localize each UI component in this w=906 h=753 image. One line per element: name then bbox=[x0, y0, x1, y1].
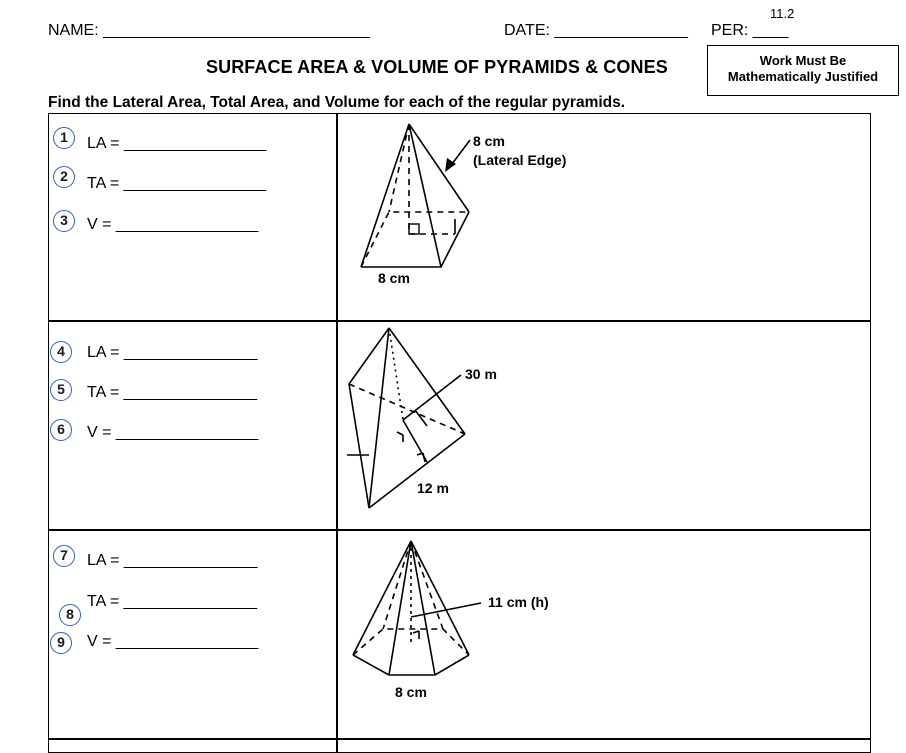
ta-answer-2[interactable]: TA = _______________ bbox=[87, 384, 258, 401]
lateral-edge-note: (Lateral Edge) bbox=[473, 152, 567, 168]
v-answer-2[interactable]: V = ________________ bbox=[87, 424, 259, 441]
problem-number-9: 9 bbox=[50, 632, 72, 654]
problem-number-7: 7 bbox=[53, 545, 75, 567]
ta-answer-1[interactable]: TA = ________________ bbox=[87, 175, 266, 192]
triangular-pyramid-figure bbox=[337, 322, 870, 528]
problem-number-6: 6 bbox=[50, 419, 72, 441]
v-answer-1[interactable]: V = ________________ bbox=[87, 216, 259, 233]
problem-number-2: 2 bbox=[53, 166, 75, 188]
date-field[interactable]: DATE: _______________ bbox=[504, 22, 688, 39]
period-field[interactable]: PER: ____ bbox=[711, 22, 789, 39]
v-answer-3[interactable]: V = ________________ bbox=[87, 633, 259, 650]
la-answer-3[interactable]: LA = _______________ bbox=[87, 552, 258, 569]
name-field[interactable]: NAME: ______________________________ bbox=[48, 22, 371, 39]
ta-answer-3[interactable]: TA = _______________ bbox=[87, 593, 258, 610]
la-answer-1[interactable]: LA = ________________ bbox=[87, 135, 267, 152]
work-notice-line1: Work Must Be bbox=[759, 53, 847, 68]
height-label-3: 11 cm (h) bbox=[488, 594, 549, 610]
problem-number-5: 5 bbox=[50, 379, 72, 401]
la-answer-2[interactable]: LA = _______________ bbox=[87, 344, 258, 361]
base-edge-label-1: 8 cm bbox=[378, 270, 410, 286]
work-notice-box bbox=[707, 45, 899, 96]
base-edge-label-3: 8 cm bbox=[395, 684, 427, 700]
worksheet-title: SURFACE AREA & VOLUME OF PYRAMIDS & CONES bbox=[206, 57, 668, 77]
lateral-edge-label: 8 cm bbox=[473, 133, 505, 149]
hexagonal-pyramid-figure bbox=[337, 531, 870, 737]
section-number: 11.2 bbox=[770, 6, 795, 21]
work-notice-line2: Mathematically Justified bbox=[727, 69, 879, 84]
base-edge-label-2: 12 m bbox=[417, 480, 449, 496]
instructions: Find the Lateral Area, Total Area, and Volume for each of the regular pyramids. bbox=[48, 94, 626, 111]
slant-height-label-2: 30 m bbox=[465, 366, 497, 382]
problem-number-4: 4 bbox=[50, 341, 72, 363]
square-pyramid-figure bbox=[337, 114, 870, 320]
problem-number-3: 3 bbox=[53, 210, 75, 232]
row-divider-3 bbox=[48, 738, 871, 740]
problem-number-1: 1 bbox=[53, 127, 75, 149]
problem-number-8: 8 bbox=[59, 604, 81, 626]
